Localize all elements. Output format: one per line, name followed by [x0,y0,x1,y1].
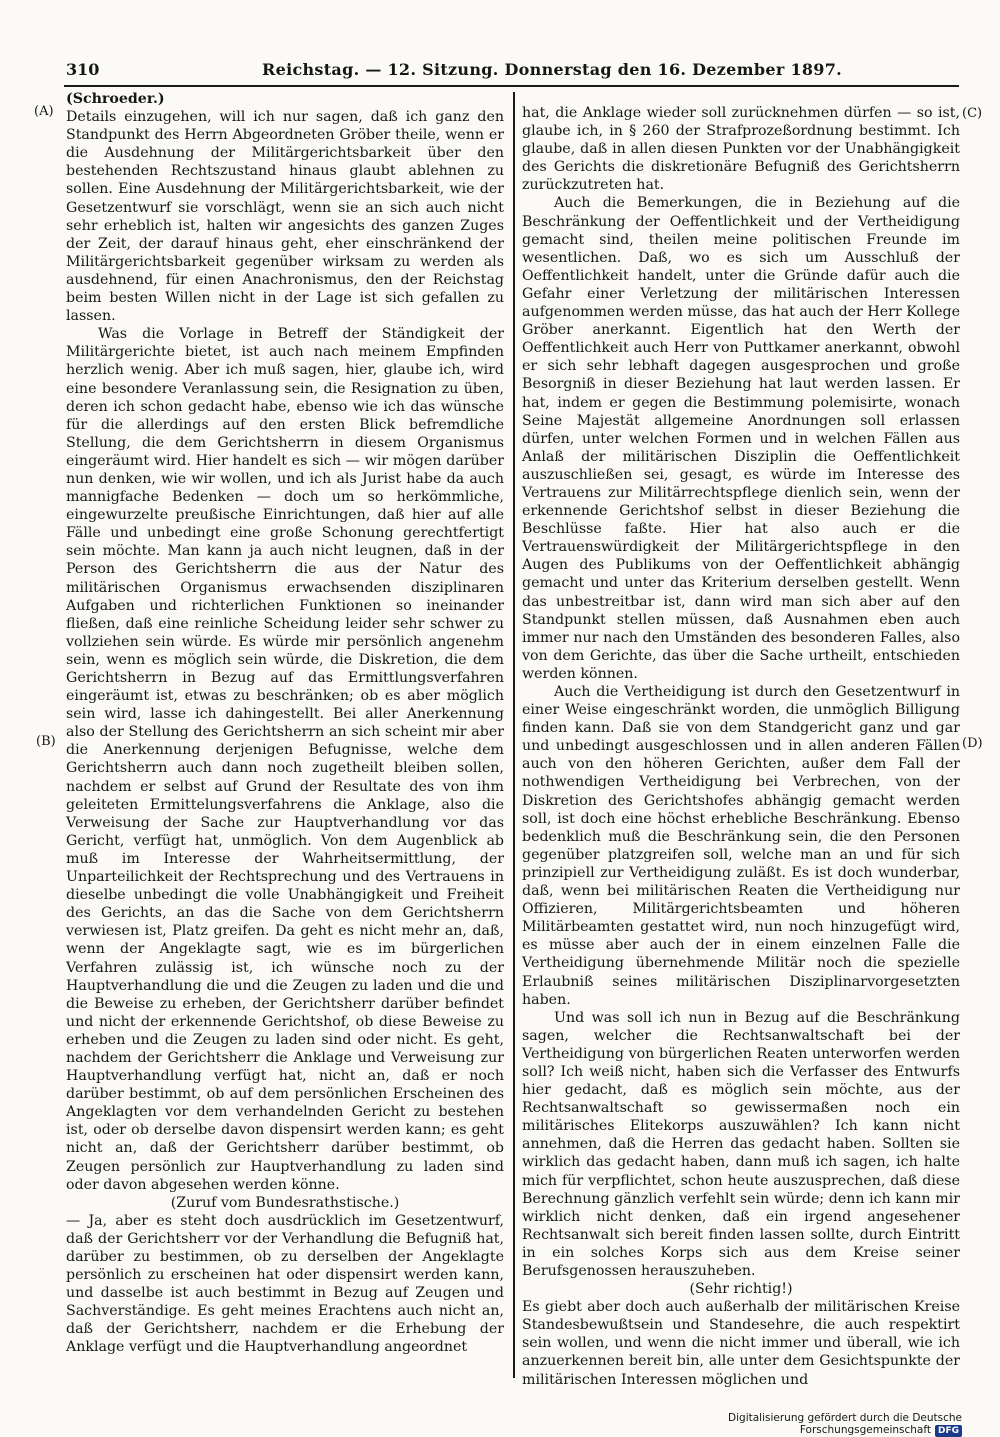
dfg-logo: DFG [935,1425,962,1437]
column-separator [513,92,515,1378]
header-rule [64,85,959,87]
paragraph: Details einzugehen, will ich nur sagen, daß ich ganz den Standpunkt des Herrn Abgeordneten Gröber theile, wenn er die Ausdehnung der Militärgerichtsbarkeit über den bestehenden Rechtszustand hinaus glaubt ablehnen zu sollen. Eine Ausdehnung der Militärgerichtsbarkeit, wie der Gesetzentwurf sie vorschlägt, wenn sie an sich auch nicht sehr erheblich ist, halten wir angesichts des ganzen Zuges der Zeit, der darauf hinaus geht, eher einschränkend der Militärgerichtsbarkeit gegenüber wirksam zu werden als ausdehnend, für einen Anachronismus, den der Reichstag beim besten Willen nicht in der Lage ist sich gefallen zu lassen. [66,109,504,325]
paragraph: Was die Vorlage in Betreff der Ständigkeit der Militärgerichte bietet, ist auch nach meinem Empfinden herzlich wenig. Aber ich muß sagen, hier, glaube ich, wird eine besondere Veranlassung sein, die Resignation zu üben, deren ich schon gedacht habe, ebenso wie ich das wünsche für die allerdings auf den ersten Blick befremdliche Stellung, die dem Gerichtsherrn in diesem Organismus eingeräumt wird. Hier handelt es sich — wir mögen darüber nun denken, wie wir wollen, und ich als Jurist habe da auch mannigfache Bedenken — doch um so herkömmliche, eingewurzelte preußische Einrichtungen, daß hier auf alle Fälle und unbedingt eine große Schonung gerechtfertigt sein möchte. Man kann ja auch nicht leugnen, daß in der Person des Gerichtsherrn die aus der Natur des militärischen Organismus erwachsenden disziplinaren Aufgaben und richterlichen Funktionen so ineinander fließen, daß eine reinliche Scheidung leider sehr schwer zu vollziehen sein würde. Es würde mir persönlich angenehm sein, wenn es möglich sein würde, die Diskretion, die dem Gerichtsherrn in Bezug auf das Ermittlungsverfahren eingeräumt ist, etwas zu beschränken; ob es aber möglich sein wird, lasse ich dahingestellt. Bei aller Anerkennung also der Stellung des Gerichtsherrn an sich scheint mir aber die Anerkennung derjenigen Befugnisse, welche dem Gerichtsherrn auch dann noch zugetheilt bleiben sollen, nachdem er selbst auf Grund der Resultate des von ihm geleiteten Ermittelungsverfahrens die Anklage, also die Verweisung der Sache zur Hauptverhandlung vor das Gericht, verfügt hat, unmöglich. Von dem Augenblick ab muß im Interesse der Wahrheitsermittlung, der Unparteilichkeit der Rechtsprechung und des Vertrauens in dieselbe unbedingt die volle Unabhängigkeit und Freiheit des Gerichts, an das die Sache von dem Gerichtsherrn verwiesen ist, Platz greifen. Da geht es nicht mehr an, daß, wenn der Angeklagte sagt, wie es im bürgerlichen Verfahren zulässig ist, ich wünsche noch zu der Hauptverhandlung die und die Zeugen zu laden und die und die Beweise zu erheben, der Gerichtsherr darüber befindet und nicht der erkennende Gerichtshof, ob diese Beweise zu erheben und die Zeugen zu laden sind oder nicht. Es geht, nachdem der Gerichtsherr die Anklage und Verweisung zur Hauptverhandlung verfügt hat, nicht an, daß er noch darüber bestimmt, ob auf dem persönlichen Erscheinen des Angeklagten vor dem verhandelnden Gericht zu bestehen ist, oder ob derselbe davon dispensirt werden kann; es geht nicht an, daß der Gerichtsherr darüber bestimmt, ob Zeugen persönlich zur Hauptverhandlung zu laden sind oder davon abgesehen werden könne. [66,326,504,1193]
margin-mark-a: (A) [34,104,54,119]
paragraph: Auch die Vertheidigung ist durch den Gesetzentwurf in einer Weise eingeschränkt worden, die unmöglich Billigung finden kann. Daß sie von dem Standgericht ganz und gar und unbedingt ausgeschlossen und in allen anderen Fällen auch von den höheren Gerichten, außer dem Fall der nothwendigen Vertheidigung bei Verbrechen, von der Diskretion des Gerichtshofes abhängig gemacht werden soll, ist doch eine höchst erhebliche Beschränkung. Ebenso bedenklich muß die Beschränkung sein, die den Personen gegenüber platzgreifen soll, welche man an und für sich prinzipiell zur Vertheidigung zuläßt. Es ist doch wunderbar, daß, wenn bei militärischen Reaten die Vertheidigung nur Offizieren, Militärgerichtsbeamten und höheren Militärbeamten gestattet wird, nun noch hinzugefügt wird, es müsse aber auch der in einem einzelnen Falle die Vertheidigung übernehmende Militär noch die spezielle Erlaubniß seines militärischen Disziplinarvorgesetzten haben. [522,684,960,1008]
paragraph: — Ja, aber es steht doch ausdrücklich im Gesetzentwurf, daß der Gerichtsherr vor der Verhandlung die Befugniß hat, darüber zu bestimmen, ob zu derselben der Angeklagte persönlich zu erscheinen hat oder dispensirt werden kann, und dasselbe ist auch bestimmt in Bezug auf Zeugen und Sachverständige. Es geht meines Erachtens auch nicht an, daß der Gerichtsherr, nachdem er die Erhebung der Anklage verfügt und die Hauptverhandlung angeordnet [66,1212,504,1356]
left-column [66,90,504,1357]
right-column [522,104,960,1389]
margin-mark-b: (B) [36,734,56,749]
digitization-footer [600,1412,962,1437]
paragraph: Es giebt aber doch auch außerhalb der militärischen Kreise Standesbewußtsein und Standesehre, die auch respektirt sein wollen, und wenn die nicht immer und überall, wie ich anzuerkennen bereit bin, alle unter dem Gesichtspunkte der militärischen Interessen möglichen und [522,1299,960,1388]
speaker-name: (Schroeder.) [66,91,165,107]
paragraph: Und was soll ich nun in Bezug auf die Beschränkung sagen, welcher die Rechtsanwaltschaft bei der Vertheidigung von bürgerlichen Reaten unterworfen werden soll? Ich weiß nicht, haben sich die Verfasser des Entwurfs hier gedacht, daß es möglich sein möchte, aus der Rechtsanwaltschaft so gewissermaßen noch ein militärisches Elitekorps auszuwählen? Ich kann nicht annehmen, daß die Herren das gedacht haben. Sollten sie wirklich das gedacht haben, dann muß ich sagen, ich halte mich für verpflichtet, schon heute auszusprechen, daß diese Berechnung gänzlich verfehlt sein würde; denn ich kann mir wirklich nicht denken, daß ein irgend angesehener Rechtsanwalt sich bereit finden lassen sollte, durch Eintritt in ein solches Korps sich aus dem Kreise seiner Berufsgenossen herauszuheben. [522,1009,960,1279]
footer-text: Digitalisierung gefördert durch die Deutsche Forschungsgemeinschaft [728,1412,962,1436]
page-number: 310 [66,60,100,79]
running-title: Reichstag. — 12. Sitzung. Donnerstag den 16. Dezember 1897. [262,60,843,79]
margin-mark-c: (C) [962,106,983,121]
interjection: (Sehr richtig!) [689,1281,793,1298]
interjection: (Zuruf vom Bundesrathstische.) [170,1194,400,1211]
paragraph: Auch die Bemerkungen, die in Beziehung auf die Beschränkung der Oeffentlichkeit und der Vertheidigung gemacht sind, theilen meine politischen Freunde im wesentlichen. Daß, wo es sich um Ausschluß der Oeffentlichkeit handelt, unter die Gründe dafür auch die Gefahr einer Verletzung der militärischen Interessen aufgenommen werden müsse, das hat auch der Herr Kollege Gröber anerkannt. Eigentlich hat den Werth der Oeffentlichkeit auch Herr von Puttkamer anerkannt, obwohl er sich sehr lebhaft dagegen ausgesprochen und große Besorgniß in dieser Beziehung hat laut werden lassen. Er hat, indem er gegen die Bestimmung polemisirte, wonach Seine Majestät allgemeine Anordnungen soll erlassen dürfen, unter welchen Formen und in welchen Fällen aus Anlaß der militärischen Disziplin die Oeffentlichkeit auszuschließen sei, gesagt, es würde im Interesse des Vertrauens zur Militärrechtspflege dienlich sein, wenn der erkennende Gerichtshof selbst in dieser Beziehung die Beschlüsse faßte. Hier hat also auch er die Vertrauenswürdigkeit der Militärgerichtspflege in den Augen des Publikums von der Oeffentlichkeit abhängig gemacht und unter das Kriterium derselben gestellt. Wenn das unbestreitbar ist, dann wird man sich aber auf den Standpunkt stellen müssen, daß Ausnahmen eben auch immer nur nach den Umständen des besonderen Falles, also von dem Gerichte, das über die Sache urtheilt, entschieden werden können. [522,195,960,682]
margin-mark-d: (D) [962,736,983,751]
page-header [62,60,962,84]
paragraph: hat, die Anklage wieder soll zurücknehmen dürfen — so ist, glaube ich, in § 260 der Strafprozeßordnung bestimmt. Ich glaube, daß in allen diesen Punkten vor der Unabhängigkeit des Gerichts die diskretionäre Befugniß des Gerichtsherrn zurückzutreten hat. [522,105,960,194]
